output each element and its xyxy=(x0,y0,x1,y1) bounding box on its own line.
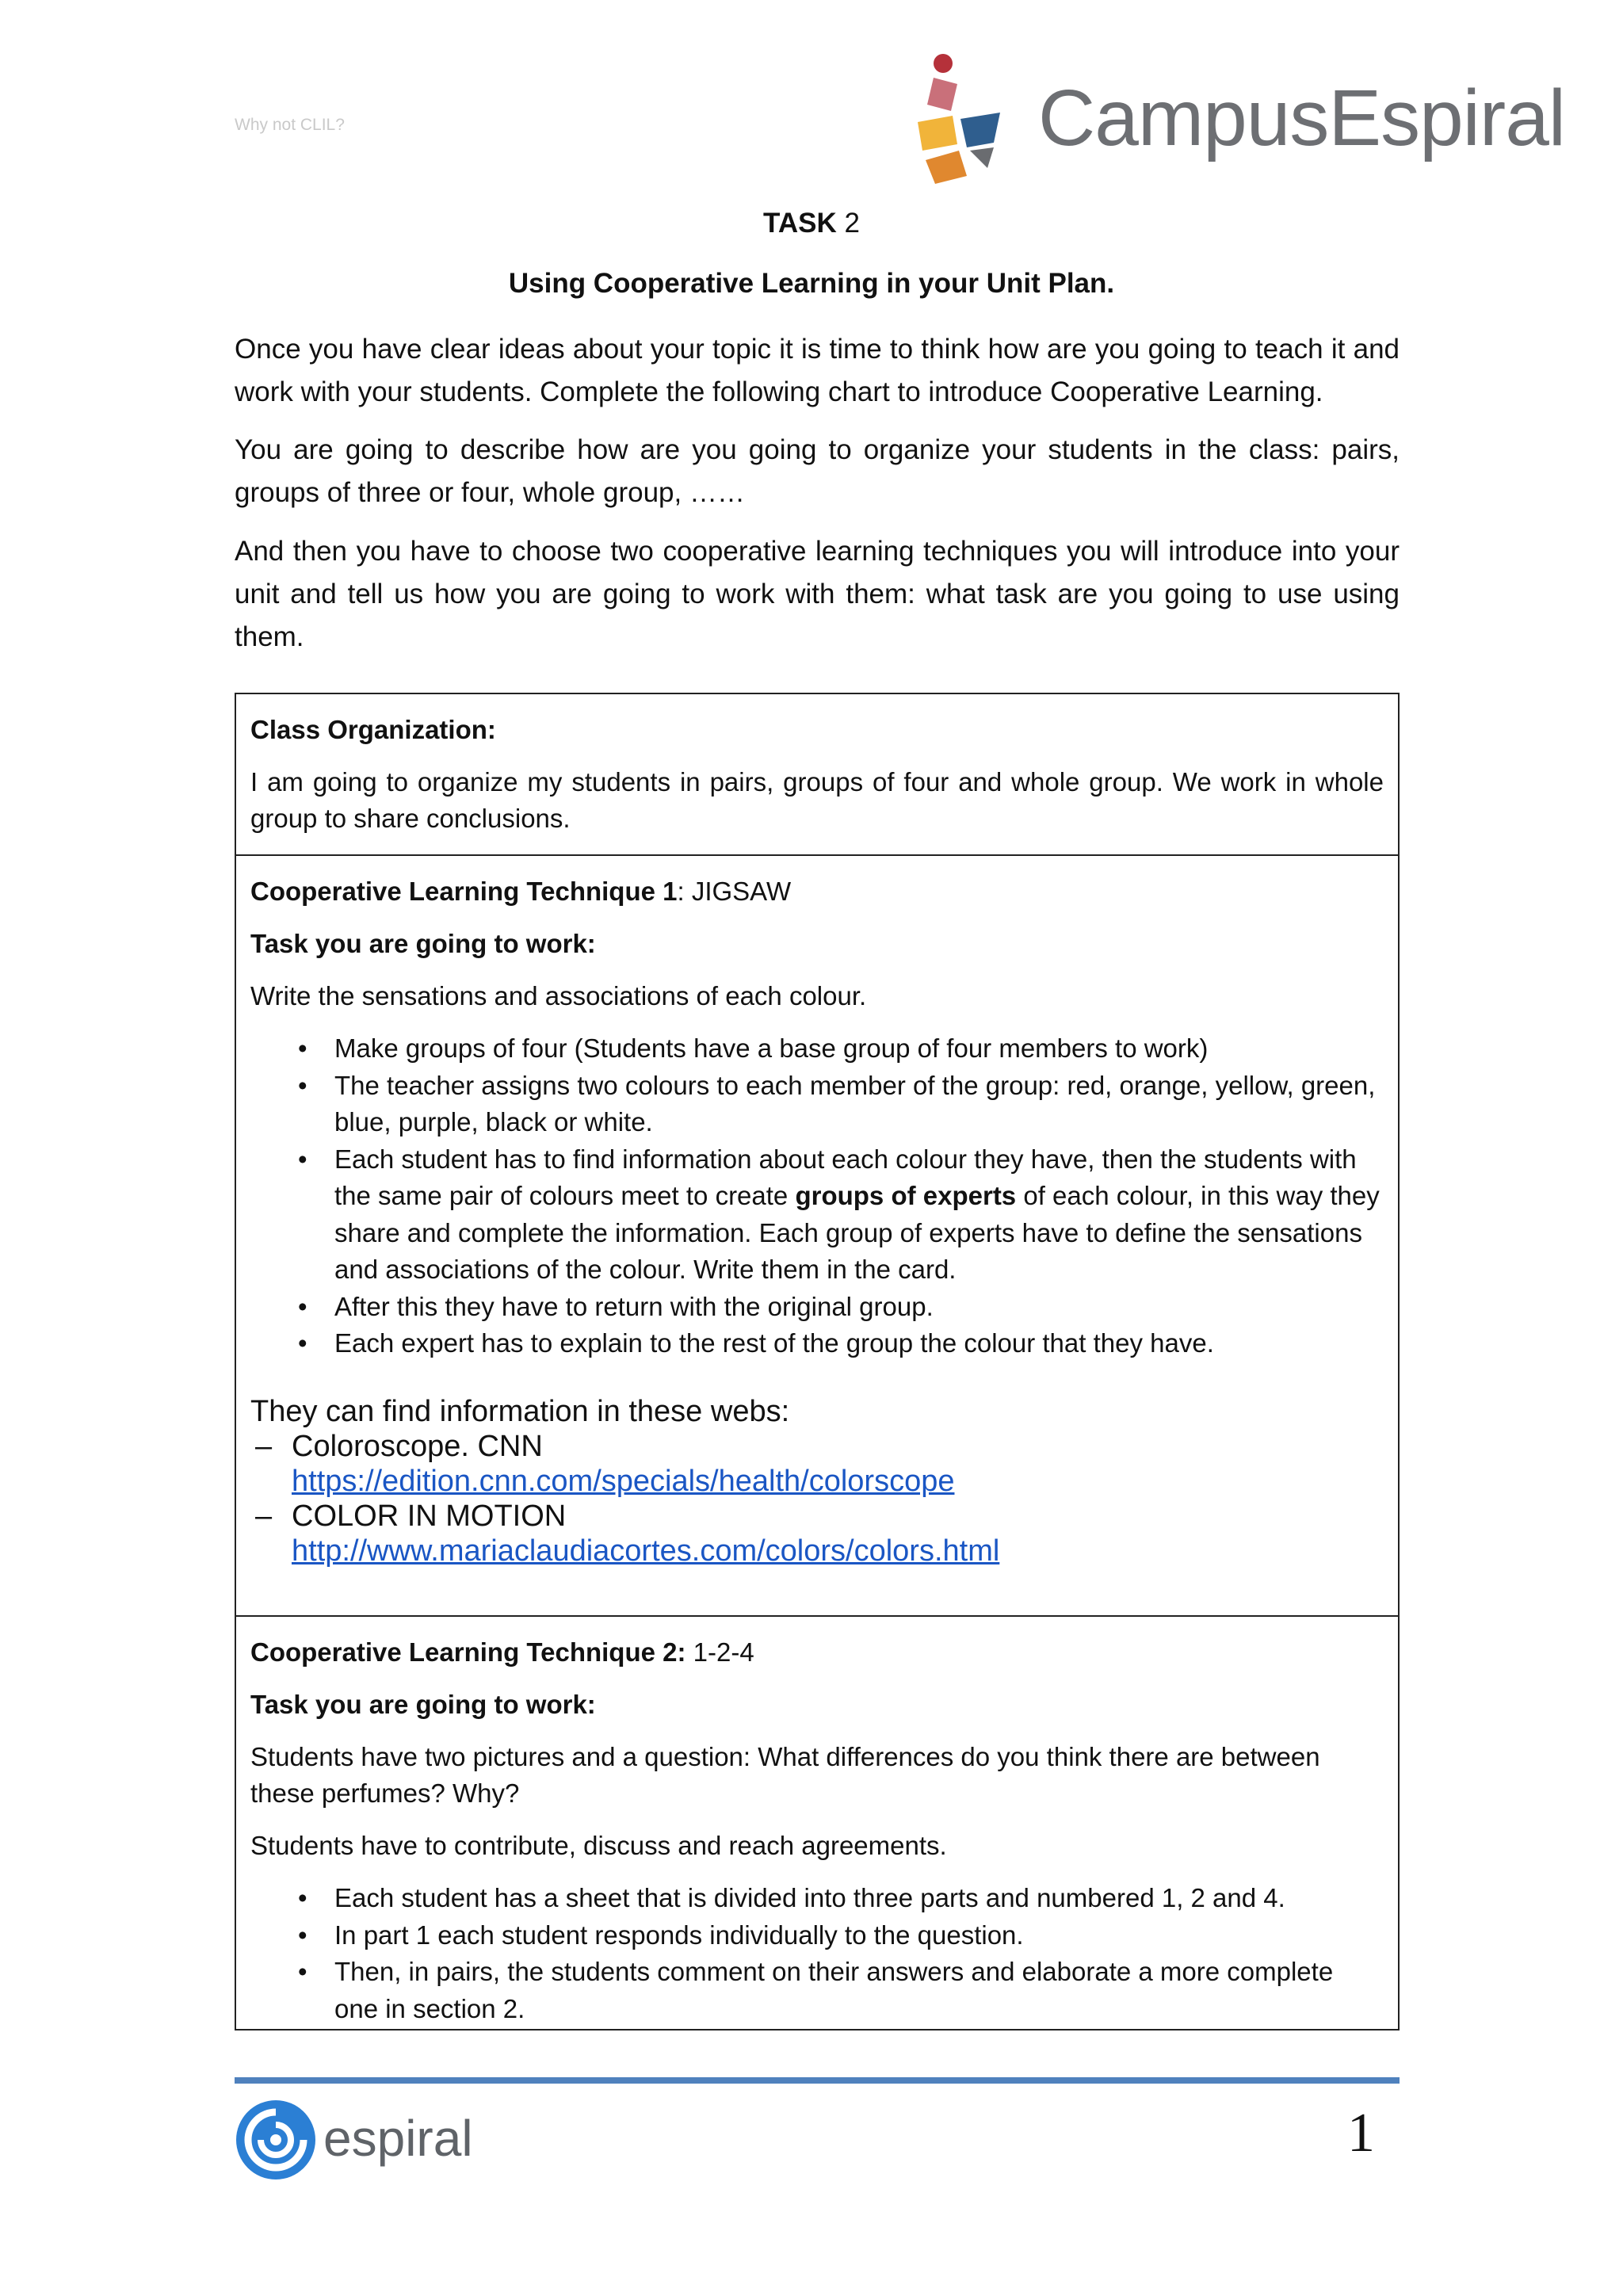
technique-1-label: Cooperative Learning Technique 1 xyxy=(250,877,678,906)
espiral-logo-text: espiral xyxy=(323,2110,473,2167)
task-title xyxy=(0,208,1623,239)
footer-divider xyxy=(235,2077,1400,2084)
technique-2-steps xyxy=(250,1880,1384,2027)
list-item: • In part 1 each student responds individually to the question. xyxy=(298,1920,1024,1950)
list-item: • Make groups of four (Students have a base group of four members to work) xyxy=(298,1033,1209,1063)
task-subtitle: Using Cooperative Learning in your Unit Plan. xyxy=(508,268,1115,299)
technique-2-heading xyxy=(250,1634,1384,1671)
webs-intro: They can find information in these webs: xyxy=(250,1394,790,1428)
technique-2-instructions: Students have to contribute, discuss and reach agreements. xyxy=(250,1831,947,1860)
web-item-color-in-motion: – COLOR IN MOTION http://www.mariaclaudiacortes.com/colors/colors.html xyxy=(250,1499,1384,1568)
technique-1-cell xyxy=(236,856,1398,1617)
list-item: • Each expert has to explain to the rest of the group the colour that they have. xyxy=(298,1328,1214,1358)
intro-paragraph-1: Once you have clear ideas about your topic it is time to think how are you going to teach it and work with your students. Complete the following chart to introduce Cooperative Learning. xyxy=(235,334,1400,407)
spiral-icon xyxy=(235,2096,317,2183)
list-item: • Each student has to find information about each colour they have, then the students with the same pair of colours meet to create groups of experts of each colour, in this way they share and complete the information. Each group of experts have to define the sensations and associations of the colour. Write them in the card. xyxy=(298,1144,1380,1284)
list-item: • Then, in pairs, the students comment on their answers and elaborate a more complete one in section 2. xyxy=(298,1957,1334,2023)
technique-2-cell xyxy=(236,1617,1398,2029)
page-number: 1 xyxy=(1347,2103,1375,2164)
espiral-logo xyxy=(235,2096,496,2183)
color-in-motion-link[interactable]: http://www.mariaclaudiacortes.com/colors/colors.html xyxy=(292,1534,1000,1568)
header-note: Why not CLIL? xyxy=(235,116,345,134)
list-item: • The teacher assigns two colours to each member of the group: red, orange, yellow, green, blue, purple, black or white. xyxy=(298,1070,1376,1137)
campus-espiral-logo-text: CampusEspiral xyxy=(1038,74,1566,162)
task-title-number: 2 xyxy=(836,208,860,239)
technique-2-task-label: Task you are going to work: xyxy=(250,1690,596,1719)
campus-espiral-logo xyxy=(911,49,1566,189)
intro-paragraph-3: And then you have to choose two cooperative learning techniques you will introduce into your unit and tell us how you are going to work with them: what task are you going to use using them. xyxy=(235,536,1400,652)
technique-1-steps xyxy=(250,1030,1384,1362)
technique-1-heading xyxy=(250,873,1384,910)
technique-2-question: Students have two pictures and a question: What differences do you think there are between these perfumes? Why? xyxy=(250,1742,1320,1808)
web-item-coloroscope: – Coloroscope. CNN https://edition.cnn.com/specials/health/colorscope xyxy=(250,1429,1384,1499)
plan-table xyxy=(235,693,1400,2030)
campus-espiral-logo-mark-icon xyxy=(911,49,1038,189)
technique-2-value: 1-2-4 xyxy=(685,1637,754,1667)
class-organization-cell xyxy=(236,694,1398,856)
intro-paragraph-2: You are going to describe how are you going to organize your students in the class: pairs, groups of three or four, whole group, …… xyxy=(235,434,1400,508)
technique-1-task-label: Task you are going to work: xyxy=(250,929,596,958)
technique-1-value: : JIGSAW xyxy=(677,877,792,906)
list-item: • After this they have to return with the original group. xyxy=(298,1291,934,1321)
technique-2-label: Cooperative Learning Technique 2: xyxy=(250,1637,686,1667)
technique-1-intro: Write the sensations and associations of each colour. xyxy=(250,981,867,1010)
webs-section xyxy=(250,1394,1384,1568)
web-name: COLOR IN MOTION xyxy=(292,1499,567,1533)
task-title-label: TASK xyxy=(763,208,837,239)
class-organization-text: I am going to organize my students in pairs, groups of four and whole group. We work in whole group to share conclusions. xyxy=(250,767,1384,833)
coloroscope-link[interactable]: https://edition.cnn.com/specials/health/colorscope xyxy=(292,1464,955,1498)
list-item: • Each student has a sheet that is divided into three parts and numbered 1, 2 and 4. xyxy=(298,1883,1285,1912)
class-organization-label: Class Organization: xyxy=(250,715,496,744)
web-name: Coloroscope. CNN xyxy=(292,1429,543,1463)
